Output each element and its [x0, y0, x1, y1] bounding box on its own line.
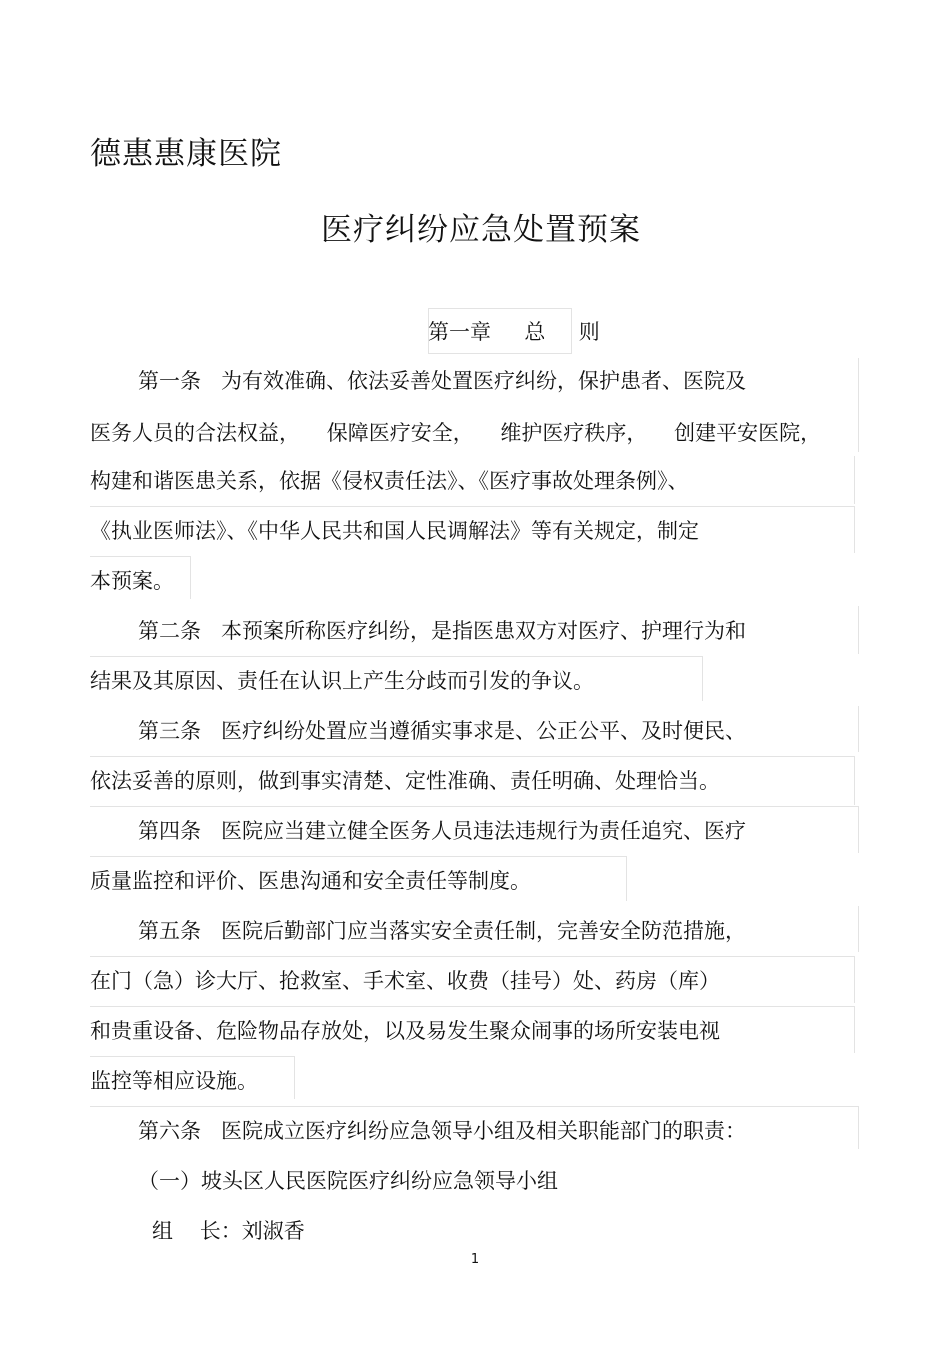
- article-1-line-3: 构建和谐医患关系，依据《侵权责任法》、《医疗事故处理条例》、: [90, 469, 689, 493]
- article-1-line-1: 第一条 为有效准确、依法妥善处置医疗纠纷，保护患者、医院及: [138, 369, 747, 393]
- article-3-line-2: 依法妥善的原则，做到事实清楚、定性准确、责任明确、处理恰当。: [90, 769, 720, 793]
- article-5-line-2: 在门（急）诊大厅、抢救室、手术室、收费（挂号）处、药房（库）: [90, 969, 720, 993]
- article-2-line-2: 结果及其原因、责任在认识上产生分歧而引发的争议。: [90, 669, 594, 693]
- article-1-line-4: 《执业医师法》、《中华人民共和国人民调解法》等有关规定，制定: [90, 519, 699, 543]
- article-2-line-1: 第二条 本预案所称医疗纠纷，是指医患双方对医疗、护理行为和: [138, 619, 747, 643]
- article-4-line-1: 第四条 医院应当建立健全医务人员违法违规行为责任追究、医疗: [138, 819, 747, 843]
- section-1-heading: （一）坡头区人民医院医疗纠纷应急领导小组: [138, 1169, 558, 1193]
- article-3-line-1: 第三条 医疗纠纷处置应当遵循实事求是、公正公平、及时便民、: [138, 719, 747, 743]
- article-6-line-1: 第六条 医院成立医疗纠纷应急领导小组及相关职能部门的职责：: [138, 1119, 747, 1143]
- document-title: 医疗纠纷应急处置预案: [321, 212, 641, 248]
- hospital-name: 德惠惠康医院: [90, 136, 282, 172]
- article-1-line-2: 医务人员的合法权益， 保障医疗安全， 维护医疗秩序， 创建平安医院，: [90, 421, 822, 445]
- group-leader-line: 组 长：刘淑香: [152, 1219, 305, 1243]
- article-5-line-1: 第五条 医院后勤部门应当落实安全责任制，完善安全防范措施，: [138, 919, 747, 943]
- article-4-line-2: 质量监控和评价、医患沟通和安全责任等制度。: [90, 869, 531, 893]
- chapter-heading: 第一章 总 则: [428, 320, 600, 344]
- page-number: 1: [470, 1252, 480, 1267]
- article-5-line-4: 监控等相应设施。: [90, 1069, 258, 1093]
- article-5-line-3: 和贵重设备、危险物品存放处，以及易发生聚众闹事的场所安装电视: [90, 1019, 720, 1043]
- article-1-line-5: 本预案。: [90, 569, 174, 593]
